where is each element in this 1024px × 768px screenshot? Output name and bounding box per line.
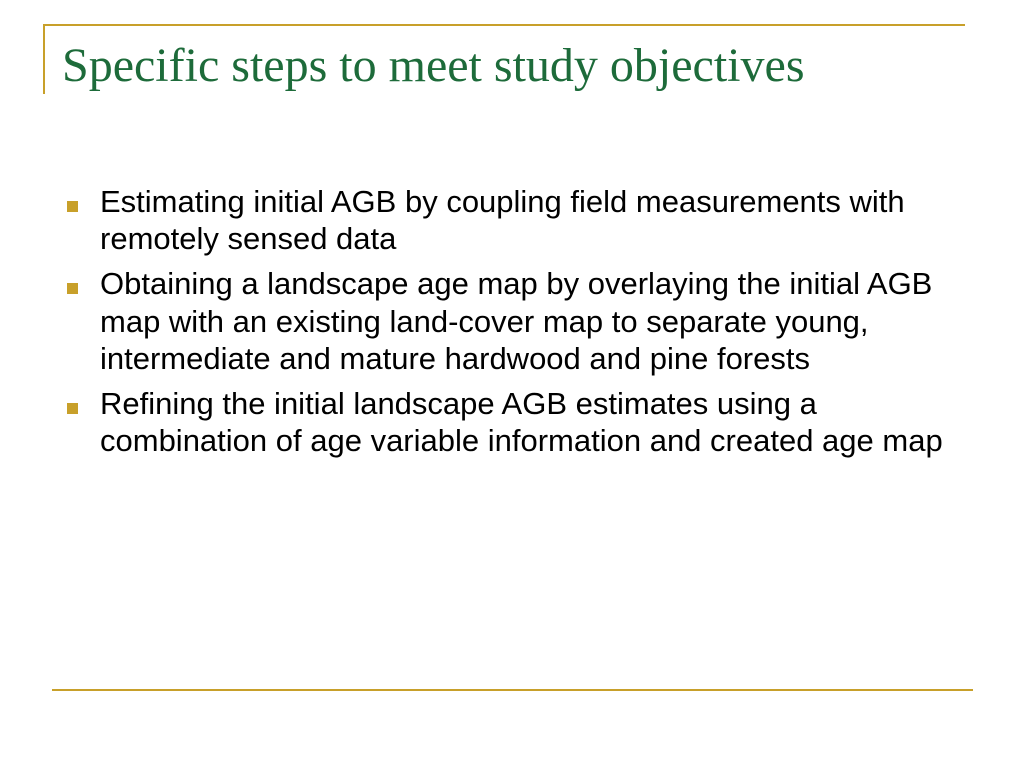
square-bullet-icon — [67, 201, 78, 212]
slide-title: Specific steps to meet study objectives — [62, 39, 805, 92]
square-bullet-icon — [67, 403, 78, 414]
bullet-item — [62, 183, 962, 257]
bottom-frame-line — [52, 689, 973, 691]
bullet-item — [62, 385, 962, 459]
top-frame-line — [43, 24, 965, 26]
bullet-list — [62, 183, 962, 467]
bullet-item — [62, 265, 962, 377]
left-frame-line — [43, 24, 45, 94]
bullet-text: Estimating initial AGB by coupling field measurements with remotely sensed data — [100, 184, 905, 257]
bullet-text: Refining the initial landscape AGB estimates using a combination of age variable information and created age map — [100, 385, 943, 459]
bullet-text: Obtaining a landscape age map by overlaying the initial AGB map with an existing land-cover map to separate young, intermediate and mature hardwood and pine forests — [100, 266, 933, 376]
square-bullet-icon — [67, 283, 78, 294]
